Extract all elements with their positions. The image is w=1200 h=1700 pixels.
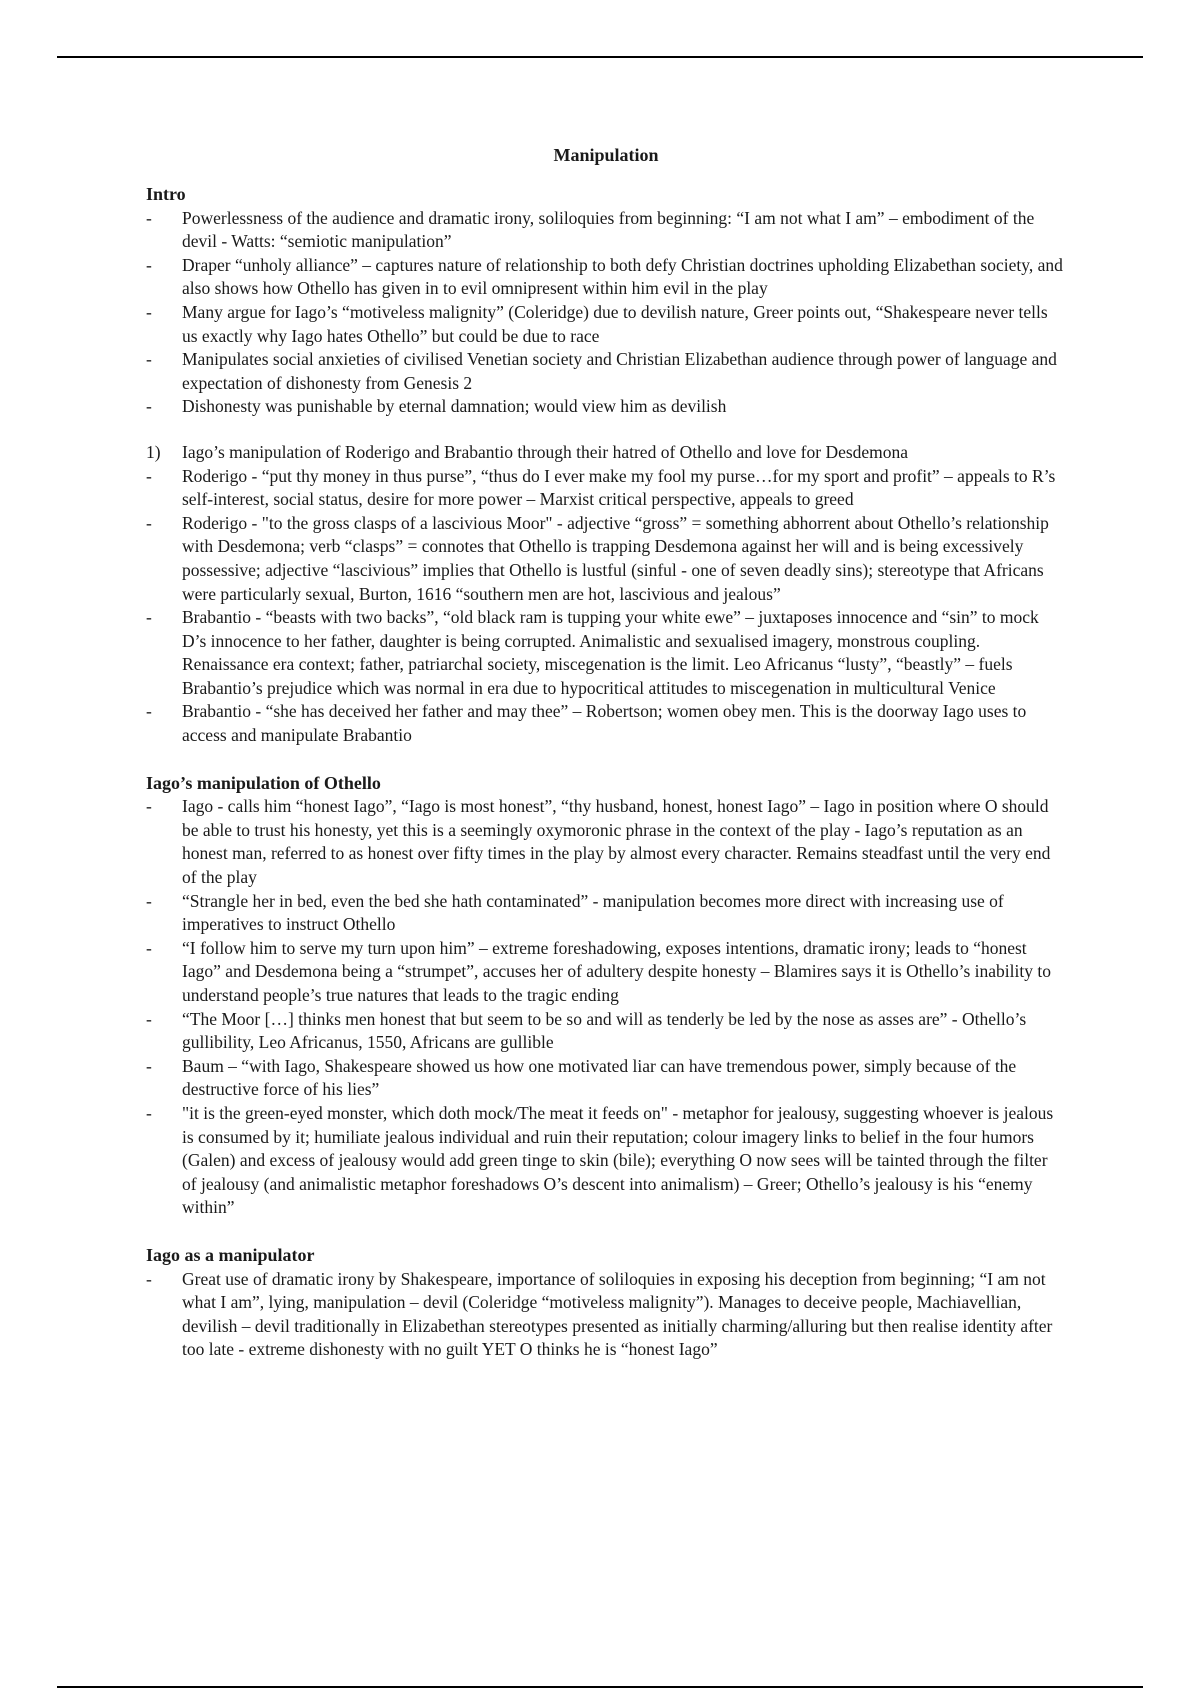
- document-body: [146, 143, 1066, 1362]
- list-item: [146, 254, 1066, 301]
- bullet-dash: -: [146, 512, 152, 533]
- intro-list: [146, 207, 1066, 419]
- bullet-dash: -: [146, 1008, 152, 1029]
- bullet-dash: -: [146, 396, 152, 417]
- list-item: [146, 890, 1066, 937]
- list-item: [146, 937, 1066, 1008]
- list-item-text: Iago - calls him “honest Iago”, “Iago is most honest”, “thy husband, honest, honest Iago” – Iago in position where O should be able to trust his honesty, yet this is a seemingly oxymoronic phrase in the context of the play - Iago’s reputation as an honest man, referred to as honest over fifty times in the play by almost every character. Remains steadfast until the very end of the play: [182, 796, 1051, 888]
- list-item-text: “I follow him to serve my turn upon him” – extreme foreshadowing, exposes intentions, dramatic irony; leads to “honest Iago” and Desdemona being a “strumpet”, accuses her of adultery despite honesty – Blamires says it is Othello’s inability to understand people’s true natures that leads to the tragic ending: [182, 937, 1051, 1005]
- list-item-text: Brabantio - “she has deceived her father and may thee” – Robertson; women obey men. This is the doorway Iago uses to access and manipulate Brabantio: [182, 701, 1027, 746]
- list-item-text: Draper “unholy alliance” – captures nature of relationship to both defy Christian doctrines upholding Elizabethan society, and also shows how Othello has given in to evil omnipresent within him evil in the play: [182, 254, 1063, 299]
- bullet-dash: -: [146, 465, 152, 486]
- list-item: [146, 1268, 1066, 1362]
- bullet-dash: -: [146, 937, 152, 958]
- bottom-rule: [57, 1686, 1143, 1688]
- bullet-dash: -: [146, 1055, 152, 1076]
- list-item: [146, 795, 1066, 889]
- list-item: [146, 395, 1066, 419]
- list-item-text: “Strangle her in bed, even the bed she hath contaminated” - manipulation becomes more direct with increasing use of imperatives to instruct Othello: [182, 890, 1004, 935]
- list-item-text: Roderigo - "to the gross clasps of a lascivious Moor" - adjective “gross” = something abhorrent about Othello’s relationship with Desdemona; verb “clasps” = connotes that Othello is trapping Desdemona against her will and is being excessively possessive; adjective “lascivious” implies that Othello is lustful (sinful - one of seven deadly sins); stereotype that Africans were particularly sexual, Burton, 1616 “southern men are hot, lascivious and jealous”: [182, 512, 1049, 604]
- bullet-dash: -: [146, 607, 152, 628]
- list-item: [146, 301, 1066, 348]
- bullet-dash: -: [146, 701, 152, 722]
- section-3-heading: Iago as a manipulator: [146, 1244, 315, 1265]
- intro-heading: Intro: [146, 184, 186, 204]
- bullet-dash: -: [146, 254, 152, 275]
- section-number: 1): [146, 441, 161, 462]
- list-item-text: Dishonesty was punishable by eternal damnation; would view him as devilish: [182, 396, 727, 417]
- top-rule: [57, 56, 1143, 58]
- bullet-dash: -: [146, 301, 152, 322]
- section-2-heading: Iago’s manipulation of Othello: [146, 772, 381, 793]
- list-item: [146, 512, 1066, 606]
- bullet-dash: -: [146, 349, 152, 370]
- bullet-dash: -: [146, 1102, 152, 1123]
- list-item-text: Great use of dramatic irony by Shakespeare, importance of soliloquies in exposing his deception from beginning; “I am not what I am”, lying, manipulation – devil (Coleridge “motiveless malignity”). Manages to deceive people, Machiavellian, devilish – devil traditionally in Elizabethan stereotypes presented as initially charming/alluring but then realise identity after too late - extreme dishonesty with no guilt YET O thinks he is “honest Iago”: [182, 1268, 1053, 1360]
- section-2-list: [146, 795, 1066, 1220]
- list-item-text: “The Moor […] thinks men honest that but seem to be so and will as tenderly be led by the nose as asses are” - Othello’s gullibility, Leo Africanus, 1550, Africans are gullible: [182, 1008, 1027, 1053]
- page-title: Manipulation: [553, 145, 659, 165]
- list-item-text: Many argue for Iago’s “motiveless malignity” (Coleridge) due to devilish nature, Greer points out, “Shakespeare never tells us exactly why Iago hates Othello” but could be due to race: [182, 301, 1048, 346]
- list-item: [146, 1008, 1066, 1055]
- list-item: [146, 700, 1066, 747]
- list-item: [146, 207, 1066, 254]
- bullet-dash: -: [146, 890, 152, 911]
- list-item: [146, 348, 1066, 395]
- section-1-heading: [146, 441, 1066, 465]
- list-item-text: Manipulates social anxieties of civilised Venetian society and Christian Elizabethan audience through power of language and expectation of dishonesty from Genesis 2: [182, 349, 1057, 393]
- list-item: [146, 465, 1066, 512]
- list-item: [146, 1055, 1066, 1102]
- bullet-dash: -: [146, 207, 152, 228]
- list-item-text: Baum – “with Iago, Shakespeare showed us how one motivated liar can have tremendous power, simply because of the destructive force of his lies”: [182, 1055, 1017, 1100]
- list-item-text: Brabantio - “beasts with two backs”, “old black ram is tupping your white ewe” – juxtaposes innocence and “sin” to mock D’s innocence to her father, daughter is being corrupted. Animalistic and sexualised imagery, monstrous coupling. Renaissance era context; father, patriarchal society, miscegenation is the limit. Leo Africanus “lusty”, “beastly” – fuels Brabantio’s prejudice which was normal in era due to hypocritical attitudes to miscegenation in multicultural Venice: [182, 607, 1039, 698]
- section-1-title: Iago’s manipulation of Roderigo and Brabantio through their hatred of Othello and love for Desdemona: [182, 441, 909, 462]
- section-1-list: [146, 465, 1066, 748]
- bullet-dash: -: [146, 796, 152, 817]
- list-item: [146, 1102, 1066, 1220]
- list-item-text: Powerlessness of the audience and dramatic irony, soliloquies from beginning: “I am not what I am” – embodiment of the devil - Watts: “semiotic manipulation”: [182, 207, 1035, 252]
- section-3-list: [146, 1268, 1066, 1362]
- list-item-text: "it is the green-eyed monster, which doth mock/The meat it feeds on" - metaphor for jealousy, suggesting whoever is jealous is consumed by it; humiliate jealous individual and ruin their reputation; colour imagery links to belief in the four humors (Galen) and excess of jealousy would add green tinge to skin (bile); everything O now sees will be tainted through the filter of jealousy (and animalistic metaphor foreshadows O’s descent into animalism) – Greer; Othello’s jealousy is his “enemy within”: [182, 1102, 1054, 1218]
- list-item-text: Roderigo - “put thy money in thus purse”, “thus do I ever make my fool my purse…for my sport and profit” – appeals to R’s self-interest, social status, desire for more power – Marxist critical perspective, appeals to greed: [182, 465, 1056, 510]
- list-item: [146, 606, 1066, 700]
- bullet-dash: -: [146, 1268, 152, 1289]
